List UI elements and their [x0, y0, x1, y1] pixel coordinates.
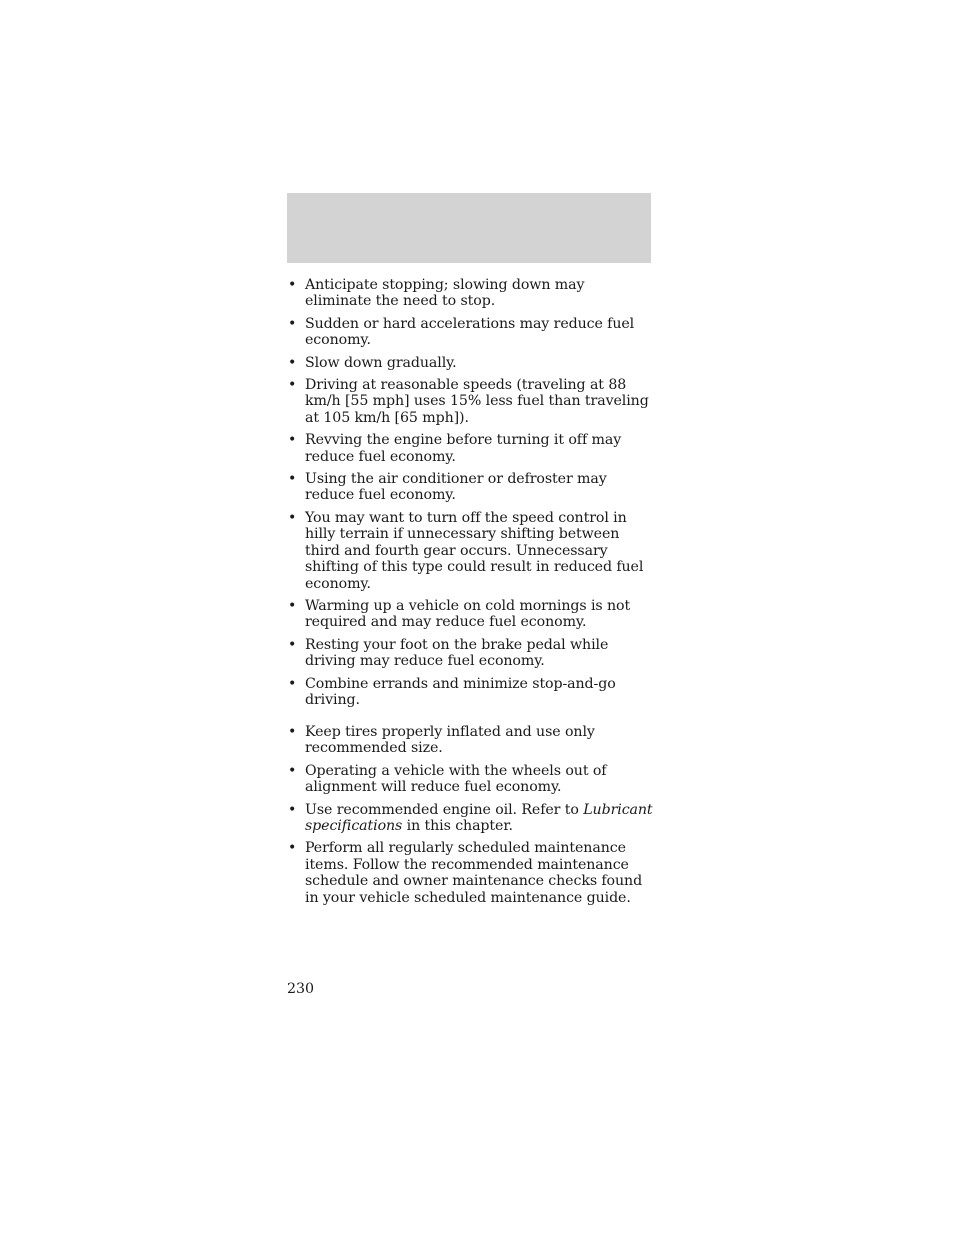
maintenance-tips-list	[287, 724, 653, 912]
section-header-band	[287, 193, 651, 263]
tip-alignment: Operating a vehicle with the wheels out of alignment will reduce fuel economy.	[305, 762, 607, 796]
bullet-icon: •	[288, 675, 297, 692]
tip-anticipate-stopping: Anticipate stopping; slowing down may eliminate the need to stop.	[305, 277, 585, 310]
list-item	[287, 510, 653, 592]
bullet-icon: •	[288, 724, 297, 740]
tip-oil	[305, 802, 653, 834]
list-item	[287, 471, 653, 504]
list-item	[287, 637, 653, 670]
list-item	[287, 277, 653, 310]
driving-tips-list	[287, 277, 653, 714]
tip-slow-down: Slow down gradually.	[305, 354, 457, 371]
bullet-icon: •	[288, 762, 297, 779]
tip-brake-pedal: Resting your foot on the brake pedal while driving may reduce fuel economy.	[305, 636, 609, 670]
bullet-icon: •	[288, 840, 297, 857]
list-item	[287, 598, 653, 631]
list-item	[287, 432, 653, 465]
bullet-icon: •	[288, 277, 297, 293]
tip-combine-errands: Combine errands and minimize stop-and-go driving.	[305, 675, 616, 708]
bullet-icon: •	[288, 471, 297, 488]
list-item	[287, 377, 653, 426]
list-item	[287, 763, 653, 796]
page-number: 230	[287, 981, 315, 997]
tip-revving-engine: Revving the engine before turning it off may reduce fuel economy.	[305, 432, 622, 465]
bullet-icon: •	[288, 315, 297, 332]
tip-scheduled-maintenance: Perform all regularly scheduled maintenance items. Follow the recommended maintenance schedule and owner maintenance checks found in your vehicle scheduled maintenance guide.	[305, 840, 643, 906]
tip-hard-accelerations: Sudden or hard accelerations may reduce fuel economy.	[305, 315, 635, 349]
bullet-icon: •	[288, 636, 297, 653]
list-item	[287, 802, 653, 835]
tip-oil-suffix: in this chapter.	[402, 818, 513, 835]
list-item	[287, 676, 653, 709]
tip-oil-prefix: Use recommended engine oil. Refer to	[305, 801, 584, 818]
bullet-icon: •	[288, 377, 297, 394]
bullet-icon: •	[288, 801, 297, 818]
tip-tires: Keep tires properly inflated and use only recommended size.	[305, 724, 595, 757]
lubricant-specifications-reference: Lubricant specifications	[305, 801, 653, 835]
tip-air-conditioner: Using the air conditioner or defroster may reduce fuel economy.	[305, 471, 607, 504]
tip-reasonable-speeds: Driving at reasonable speeds (traveling at 88 km/h [55 mph] uses 15% less fuel than traveling at 105 km/h [65 mph]).	[305, 377, 649, 426]
tip-speed-control: You may want to turn off the speed control in hilly terrain if unnecessary shifting between third and fourth gear occurs. Unnecessary shifting of this type could result in reduced fuel economy.	[305, 509, 644, 592]
bullet-icon: •	[288, 597, 297, 614]
list-item	[287, 724, 653, 757]
tip-warming-up: Warming up a vehicle on cold mornings is not required and may reduce fuel economy.	[305, 597, 631, 631]
list-item	[287, 316, 653, 349]
bullet-icon: •	[288, 432, 297, 449]
bullet-icon: •	[288, 354, 297, 371]
list-item	[287, 840, 653, 906]
list-item	[287, 355, 653, 371]
bullet-icon: •	[288, 509, 297, 526]
